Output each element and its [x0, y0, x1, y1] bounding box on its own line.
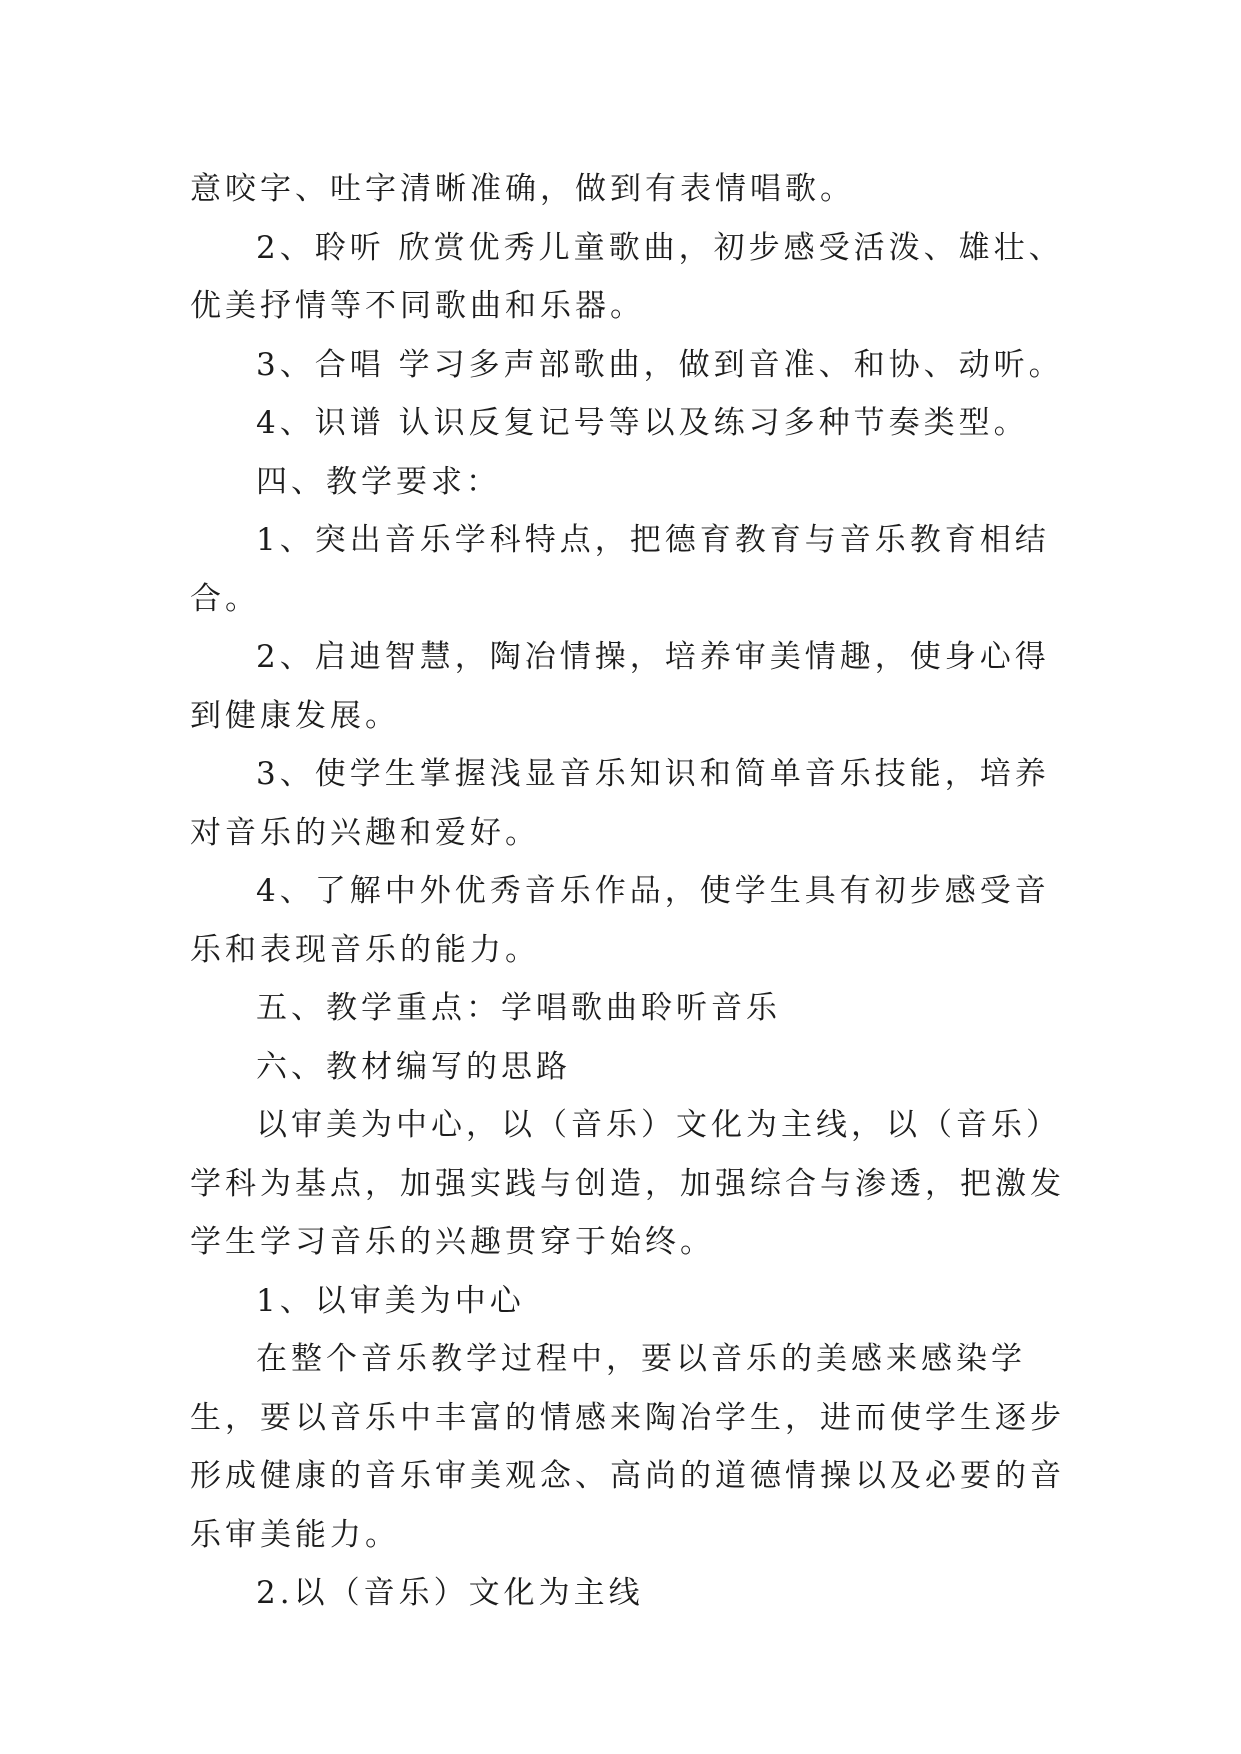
paragraph-1: 意咬字、吐字清晰准确，做到有表情唱歌。 [190, 171, 855, 207]
paragraph-6: 1、突出音乐学科特点，把德育教育与音乐教育相结合。 [190, 522, 1050, 617]
paragraph-12: 以审美为中心，以（音乐）文化为主线，以（音乐）学科为基点，加强实践与创造，加强综合与渗透，把激发学生学习音乐的兴趣贯穿于始终。 [190, 1107, 1065, 1260]
subheading-1: 1、以审美为中心 [256, 1282, 525, 1319]
paragraph-7: 2、启迪智慧，陶冶情操，培养审美情趣，使身心得到健康发展。 [190, 639, 1050, 734]
paragraph-2: 2、聆听 欣赏优秀儿童歌曲，初步感受活泼、雄壮、优美抒情等不同歌曲和乐器。 [190, 229, 1064, 324]
paragraph-9: 4、了解中外优秀音乐作品，使学生具有初步感受音乐和表现音乐的能力。 [190, 873, 1050, 968]
section-heading-5: 五、教学重点：学唱歌曲聆听音乐 [256, 990, 781, 1026]
subheading-2: 2.以（音乐）文化为主线 [256, 1575, 644, 1611]
document-body [190, 160, 1070, 1623]
section-heading-6: 六、教材编写的思路 [256, 1048, 571, 1085]
section-heading-4: 四、教学要求： [256, 463, 501, 500]
paragraph-8: 3、使学生掌握浅显音乐知识和简单音乐技能，培养对音乐的兴趣和爱好。 [190, 756, 1050, 851]
paragraph-14: 在整个音乐教学过程中，要以音乐的美感来感染学生，要以音乐中丰富的情感来陶冶学生，进而使学生逐步形成健康的音乐审美观念、高尚的道德情操以及必要的音乐审美能力。 [190, 1341, 1065, 1553]
paragraph-4: 4、识谱 认识反复记号等以及练习多种节奏类型。 [256, 405, 1029, 441]
paragraph-3: 3、合唱 学习多声部歌曲，做到音准、和协、动听。 [256, 346, 1064, 383]
